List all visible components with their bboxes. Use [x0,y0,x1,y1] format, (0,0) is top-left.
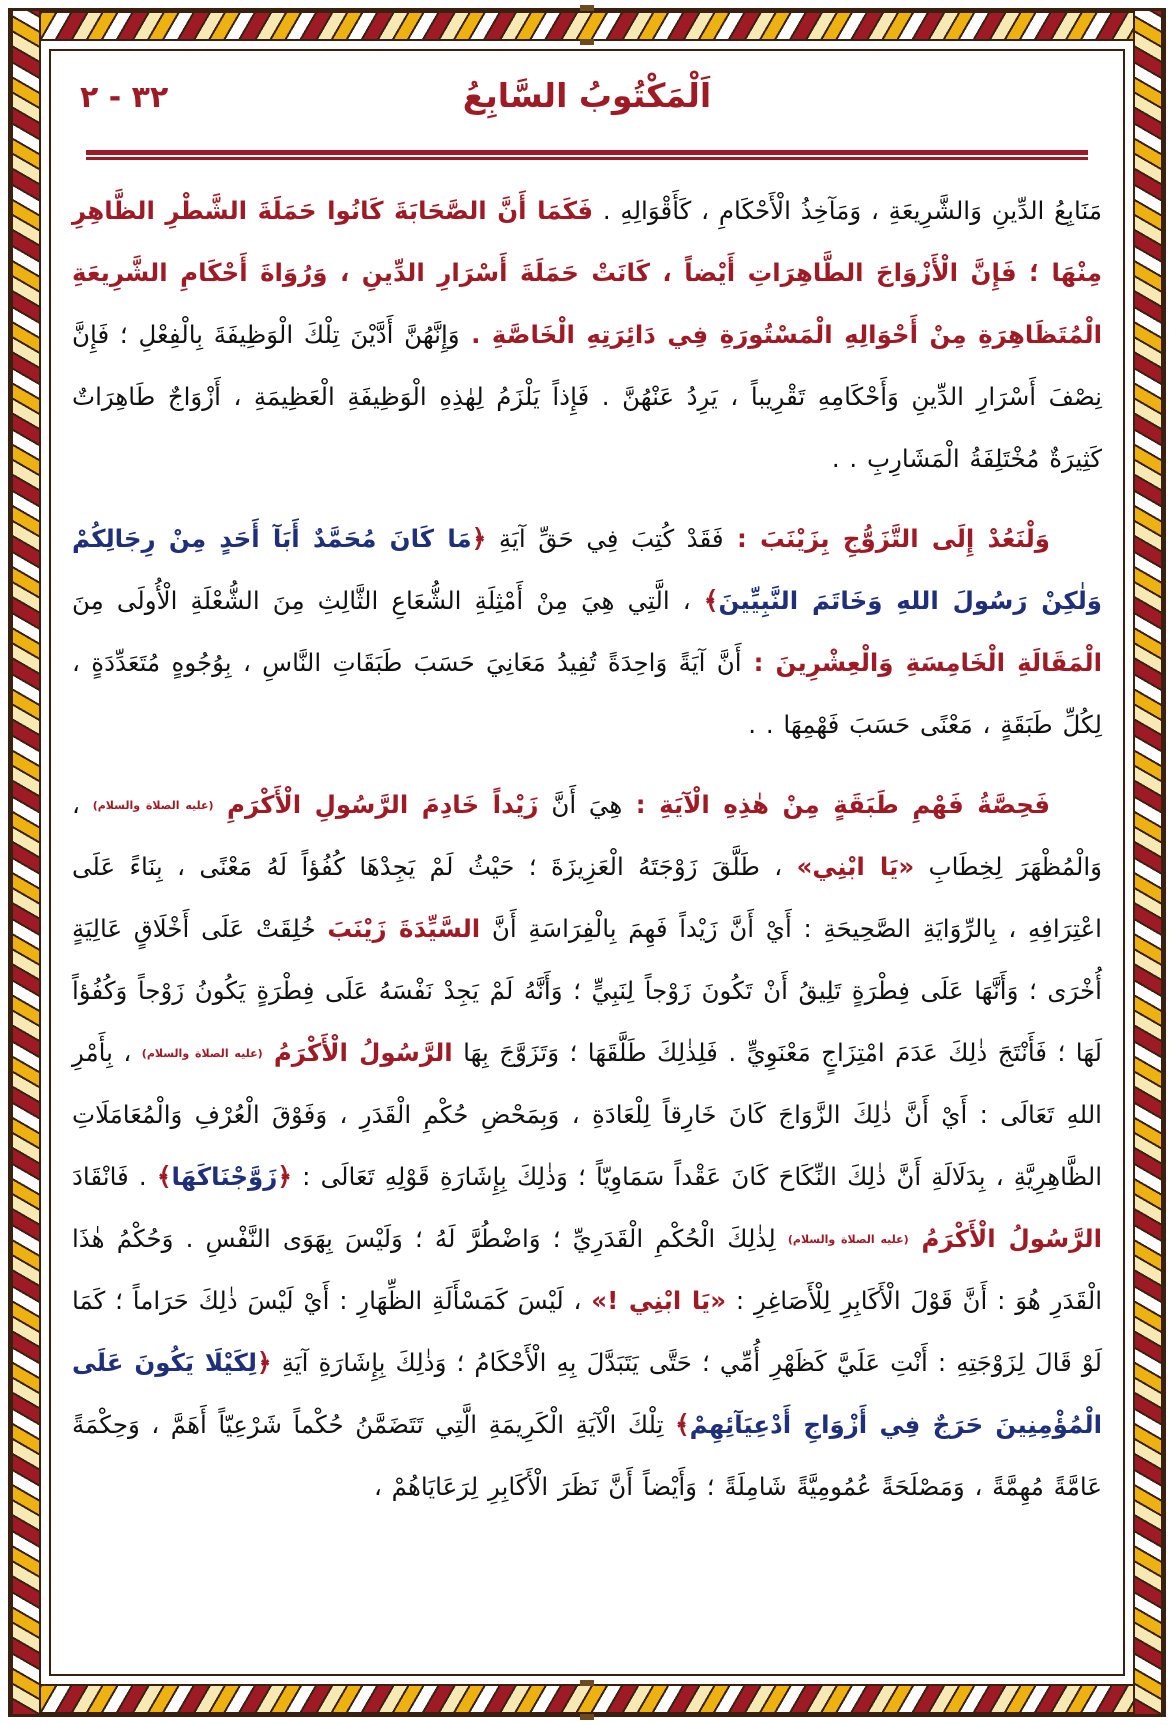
page-content [62,58,1112,1658]
border-pip-bottom-inner [580,1680,594,1686]
text-run-red: زَيْداً خَادِمَ الرَّسُولِ الْأَكْرَمِ [213,790,539,819]
paragraph-p1 [72,180,1102,490]
page-number: ٣٢ - ٢ [80,80,169,115]
text-run-black: ، طَلَّقَ زَوْجَتَهُ الْعَزِيزَةَ ؛ حَيْثُ لَمْ يَجِدْهَا كُفُؤاً لَهُ مَعْنًى ، بِنَاءً عَلَى اعْتِرَافِهِ ، بِالرِّوَايَةِ الصَّحِيحَةِ : أَيْ أَنَّ زَيْداً فَهِمَ بِالْفِرَاسَةِ أَنَّ [72,852,1102,943]
text-run-black: تِلْكَ الْآيَةِ الْكَرِيمَةِ الَّتِي تَتَضَمَّنُ حُكْماً شَرْعِيّاً أَهَمَّ ، وَحِكْمَةً عَامَّةً مُهِمَّةً ، وَمَصْلَحَةً عُمُومِيَّةً شَامِلَةً ؛ وَأَيْضاً أَنَّ نَظَرَ الْأَكَابِرِ لِرَعَايَاهُمْ ، [72,1410,1102,1501]
text-run-ornament: ﴿ [471,524,487,553]
text-run-red: الْمَقَالَةِ الْخَامِسَةِ وَالْعِشْرِينَ : [741,648,1102,677]
text-run-red: الرَّسُولُ الْأَكْرَمُ [908,1224,1103,1253]
border-band-bottom [11,1684,1163,1714]
text-run-black: وَإِنَّهُنَّ أَدَّيْنَ تِلْكَ الْوَظِيفَةَ بِالْفِعْلِ ؛ فَإِنَّ نِصْفَ أَسْرَارِ الدِّينِ وَأَحْكَامِهِ تَقْرِيباً ، يَرِدُ عَنْهُنَّ . فَإِذاً يَلْزَمُ لِهٰذِهِ الْوَظِيفَةِ الْعَظِيمَةِ ، أَزْوَاجٌ طَاهِرَاتٌ كَثِيرَةٌ مُخْتَلِفَةُ الْمَشَارِبِ . . [72,320,1102,473]
page-header [72,66,1102,144]
text-run-red: فَحِصَّةُ فَهْمِ طَبَقَةٍ مِنْ هٰذِهِ الْآيَةِ : [622,790,1051,819]
paragraph-p2 [72,508,1102,756]
text-run-black: . فَانْقَادَ [72,1162,157,1191]
text-run-red: وَلْنَعُدْ إِلَى التَّزَوُّجِ بِزَيْنَبَ : [723,524,1050,553]
text-run-black: لِذٰلِكَ الْحُكْمِ الْقَدَرِيِّ ؛ وَاضْطُرَّ لَهُ ؛ وَلَيْسَ بِهَوَى النَّفْسِ . وَحُكْمُ هٰذَا الْقَدَرِ هُوَ : أَنَّ قَوْلَ الْأَكَابِرِ لِلْأَصَاغِرِ : [72,1224,1102,1315]
text-run-black: ، بِأَمْرِ اللهِ تَعَالَى : أَيْ أَنَّ ذٰلِكَ الزَّوَاجَ كَانَ خَارِقاً لِلْعَادَةِ ، وَبِمَحْضِ حُكْمِ الْقَدَرِ ، وَفَوْقَ الْعُرْفِ وَالْمُعَامَلَاتِ الظَّاهِرِيَّةِ ، بِدَلَالَةِ أَنَّ ذٰلِكَ النِّكَاحَ كَانَ عَقْداً سَمَاوِيّاً ؛ وَذٰلِكَ بِإِشَارَةِ قَوْلِهِ تَعَالَى : [72,1038,1102,1191]
border-pip-top-inner [580,39,594,45]
chapter-title: اَلْمَكْتُوبُ السَّابِعُ [462,76,712,115]
paragraph-p3 [72,774,1102,1518]
text-run-black: فَقَدْ كُتِبَ فِي حَقِّ آيَةِ [486,524,724,553]
text-run-red: «يَا ابْنِي» [796,852,915,881]
text-run-honorific: (عليه الصلاة والسلام) [141,1047,263,1060]
body-text-container [72,180,1102,1518]
border-band-left [11,11,41,1714]
text-run-black: خُلِقَتْ عَلَى أَخْلَاقٍ عَالِيَةٍ أُخْرَى ؛ وَأَنَّهَا عَلَى فِطْرَةٍ تَلِيقُ أَنْ تَكُونَ زَوْجاً لِنَبِيٍّ ؛ وَأَنَّهُ لَمْ يَجِدْ نَفْسَهُ عَلَى فِطْرَةٍ يَكُونُ زَوْجاً وَكُفُؤاً لَهَا ؛ فَأَنْتَجَ ذٰلِكَ عَدَمَ امْتِزَاجٍ مَعْنَوِيٍّ . فَلِذٰلِكَ طَلَّقَهَا ؛ وَتَزَوَّجَ بِهَا [72,914,1102,1067]
text-run-red: السَّيِّدَةَ زَيْنَبَ [327,914,481,943]
text-run-red: «يَا ابْنِي !» [591,1286,727,1315]
text-run-blue: لِكَيْلَا يَكُونَ عَلَى الْمُؤْمِنِينَ حَرَجٌ فِي أَزْوَاجِ أَدْعِيَآئِهِمْ [72,1348,1102,1439]
border-pip-bottom-outer [580,1714,594,1720]
text-run-black: مَنَابِعُ الدِّينِ وَالشَّرِيعَةِ ، وَمَآخِذُ الْأَحْكَامِ ، كَأَقْوَالِهِ . [593,196,1102,225]
text-run-black: هِيَ أَنَّ [538,790,623,819]
text-run-black: ، وَالْمُظْهَرَ لِخِطَابِ [72,790,1102,881]
text-run-red: فَكَمَا أَنَّ الصَّحَابَةَ كَانُوا حَمَلَةَ الشَّطْرِ الظَّاهِرِ مِنْهَا ؛ فَإِنَّ الْأَزْوَاجَ الطَّاهِرَاتِ أَيْضاً ، كَانَتْ حَمَلَةَ أَسْرَارِ الدِّينِ ، وَرُوَاةَ أَحْكَامِ الشَّرِيعَةِ الْمُتَظَاهِرَةِ مِنْ أَحْوَالِهِ الْمَسْتُورَةِ فِي دَائِرَتِهِ الْخَاصَّةِ . [72,196,1103,349]
title-divider-rule [86,150,1088,160]
text-run-ornament: ﴿ [277,1162,293,1191]
text-run-honorific: (عليه الصلاة والسلام) [787,1233,909,1246]
text-run-blue: زَوَّجْنَاكَهَا [171,1162,278,1191]
text-run-black: ، لَيْسَ كَمَسْأَلَةِ الظِّهَارِ : أَيْ لَيْسَ ذٰلِكَ حَرَاماً ؛ كَمَا لَوْ قَالَ لِزَوْجَتِهِ : أَنْتِ عَلَيَّ كَظَهْرِ أُمِّي ؛ حَتَّى يَتَبَدَّلَ بِهِ الْأَحْكَامُ ؛ وَذٰلِكَ بِإِشَارَةِ آيَةِ [72,1286,1102,1377]
text-run-ornament: ﴾ [674,1410,690,1439]
border-band-right [1133,11,1163,1714]
text-run-ornament: ﴾ [156,1162,172,1191]
text-run-ornament: ﴿ [256,1348,272,1377]
text-run-ornament: ﴾ [703,586,719,615]
text-run-red: الرَّسُولُ الْأَكْرَمُ [262,1038,453,1067]
text-run-black: أَنَّ آيَةً وَاحِدَةً تُفِيدُ مَعَانِيَ حَسَبَ طَبَقَاتِ النَّاسِ ، بِوُجُوهٍ مُتَعَدِّدَةٍ ، لِكُلِّ طَبَقَةٍ ، مَعْنًى حَسَبَ فَهْمِهَا . . [72,648,1102,739]
border-band-top [11,11,1163,41]
text-run-blue: مَا كَانَ مُحَمَّدٌ أَبَآ أَحَدٍ مِنْ رِجَالِكُمْ وَلٰكِنْ رَسُولَ اللهِ وَخَاتَمَ النَّبِيِّينَ [72,524,1102,615]
text-run-black: ، الَّتِي هِيَ مِنْ أَمْثِلَةِ الشُّعَاعِ الثَّالِثِ مِنَ الشُّعْلَةِ الْأُولَى مِنَ [72,586,704,615]
text-run-honorific: (عليه الصلاة والسلام) [92,799,214,812]
border-pip-top-outer [580,5,594,11]
